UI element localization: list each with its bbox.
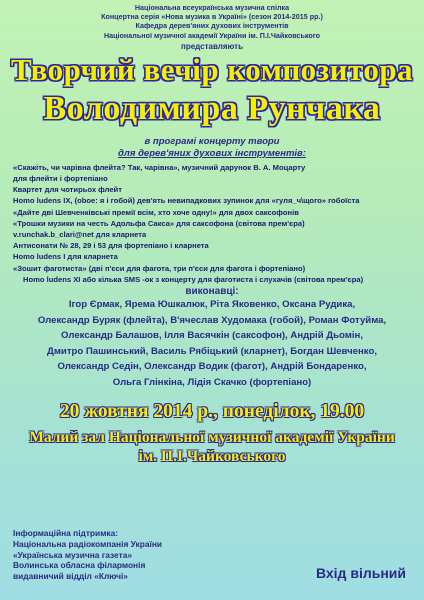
support-heading: Інформаційна підтримка: — [13, 528, 119, 538]
program-item: «Скажіть, чи чарівна флейта? Так, чарівна», музичний дарунок В. А. Моцарту — [13, 162, 306, 172]
venue-line: ім. П.І.Чайковського — [138, 447, 286, 465]
program-item: Homo ludens XI або кілька SMS -ок з концерту для фаготиста і слухачів (світова прем'єра) — [23, 274, 364, 284]
program-intro-line: для дерев'яних духових інструментів: — [118, 147, 306, 159]
performers-line: Ольга Глінкіна, Лідія Скачко (фортепіано) — [112, 377, 312, 389]
organizer-line: Національної музичної академії України ім. П.І.Чайковського — [103, 30, 321, 40]
program-intro — [0, 136, 424, 160]
performers-heading: виконавці: — [185, 286, 239, 298]
performers-list — [0, 297, 424, 391]
organizer-line: Національна всеукраїнська музична спілка — [134, 3, 290, 12]
venue — [0, 428, 424, 466]
poster-title: Творчий вечір композитора — [10, 51, 414, 87]
program-item: Homo ludens IX, (oboe: я і гобой) дев'ять невипадкових зупинок для «гуля_ч\щого» гобоїста — [13, 196, 360, 206]
program-item: Homo ludens I для кларнета — [13, 252, 118, 262]
program-list — [0, 162, 424, 285]
performers-line: Олександр Седін, Олександр Водик (фагот), Андрій Бондаренко, — [57, 361, 367, 373]
organizer-line: Кафедра дерев'яних духових інструментів — [135, 21, 289, 31]
performers-line: Дмитро Пашинський, Василь Рябіцький (кларнет), Богдан Шевченко, — [47, 345, 377, 357]
program-item: Антисонати № 28, 29 і 53 для фортепіано і кларнета — [13, 241, 209, 251]
support-item: Волинська обласна філармонія — [13, 560, 146, 571]
support-item: «Українська музична газета» — [13, 549, 133, 560]
venue-line: Малий зал Національної музичної академії України — [29, 428, 395, 446]
performers-line: Олександр Буряк (флейта), В'ячеслав Худомака (гобой), Роман Фотуйма, — [37, 314, 387, 326]
program-item: «Трошки музики на честь Адольфа Сакса» для саксофона (світова прем'єра) — [13, 218, 305, 228]
presents-text: представляють — [181, 41, 243, 51]
performers-line: Олександр Балашов, Ілля Васячкін (саксофон), Андрій Дьомін, — [61, 330, 363, 342]
program-item: «Дайте дві Шевченківські премії всім, хто хоче одну!» для двох саксофонів — [13, 207, 299, 217]
program-item: Квартет для чотирьох флейт — [13, 185, 122, 195]
performers-line: Ігор Єрмак, Ярема Юшкалюк, Ріта Яковенко, Оксана Рудика, — [68, 299, 356, 311]
program-item: v.runchak.b_clari@net для кларнета — [13, 230, 147, 240]
organizers — [0, 0, 424, 40]
info-support — [13, 528, 162, 582]
admission-free: Вхід вільний — [315, 565, 406, 581]
program-item: «Зошит фаготиста» (дві п'єси для фагота, три п'єси для фагота і фортепіано) — [13, 263, 306, 273]
program-intro-line: в програмі концерту твори — [144, 135, 280, 147]
composer-name: Володимира Рунчака — [43, 89, 381, 127]
program-item: для флейти і фортепіано — [13, 174, 108, 184]
organizer-line: Концертна серія «Нова музика в Україні» (сезон 2014-2015 рр.) — [101, 12, 323, 22]
support-item: видавничий відділ «Ключі» — [13, 571, 128, 582]
support-item: Національна радіокомпанія України — [13, 538, 163, 549]
event-date: 20 жовтня 2014 р., понеділок, 19.00 — [59, 400, 365, 422]
